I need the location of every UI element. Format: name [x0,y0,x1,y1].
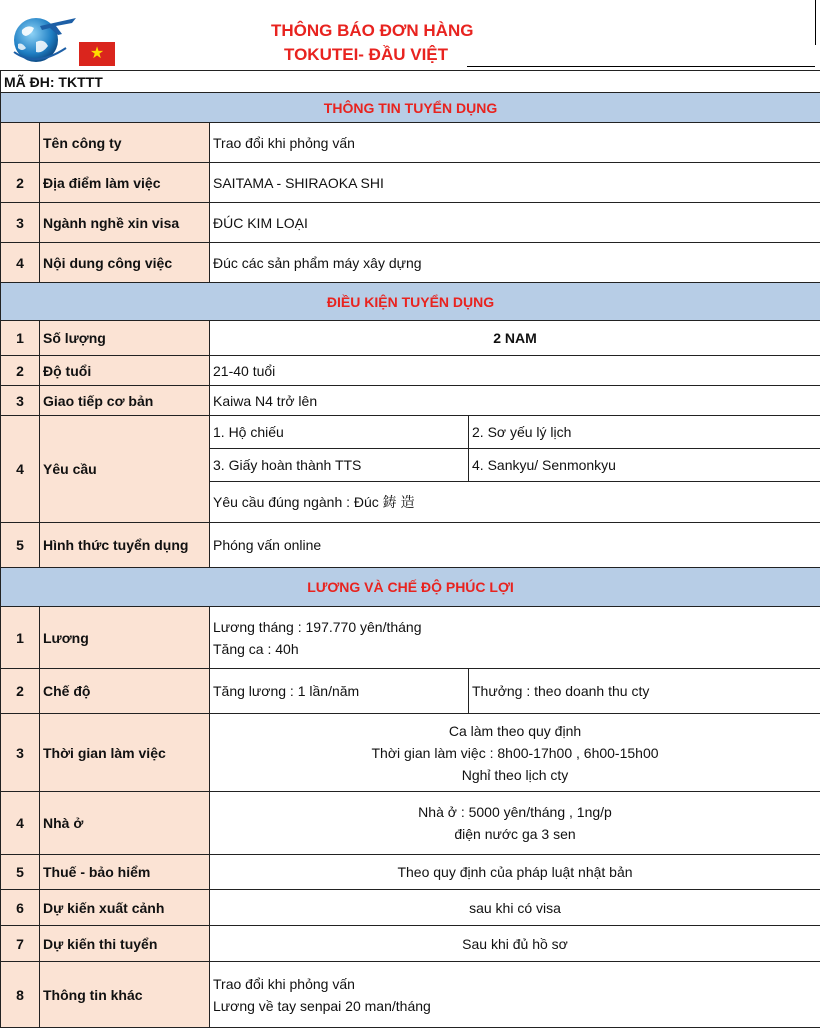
field-label: Thuế - bảo hiểm [40,855,210,890]
value-line: Tăng ca : 40h [213,638,817,660]
field-label: Yêu cầu [40,416,210,523]
requirement-item: 2. Sơ yếu lý lịch [469,416,820,449]
section-header-row [1,568,820,607]
field-label: Độ tuổi [40,356,210,386]
table-row [1,356,820,386]
table-row [1,962,820,1028]
row-number: 2 [1,356,40,386]
table-row [1,890,820,926]
section-recruitment-info: THÔNG TIN TUYỂN DỤNG [1,93,820,123]
flag-star: ★ [79,42,115,66]
field-label: Thời gian làm việc [40,714,210,792]
value-line: Thời gian làm việc : 8h00-17h00 , 6h00-15h00 [213,742,817,764]
field-label: Chế độ [40,669,210,714]
field-value: Trao đổi khi phỏng vấn [210,123,820,163]
value-line: điện nước ga 3 sen [213,823,817,845]
header-divider [467,66,815,67]
row-number: 3 [1,386,40,416]
table-row [1,321,820,356]
field-label: Hình thức tuyển dụng [40,523,210,568]
field-label: Ngành nghề xin visa [40,203,210,243]
order-code: MÃ ĐH: TKTTT [1,71,820,93]
field-label: Dự kiến thi tuyển [40,926,210,962]
document-subtitle: TOKUTEI- ĐẦU VIỆT [284,45,448,65]
table-row [1,123,820,163]
field-label: Địa điểm làm việc [40,163,210,203]
row-number: 4 [1,792,40,855]
field-label: Số lượng [40,321,210,356]
value-line: Nhà ở : 5000 yên/tháng , 1ng/p [213,801,817,823]
table-row [1,416,820,449]
row-number: 5 [1,523,40,568]
table-row [1,714,820,792]
table-row [1,926,820,962]
field-value: sau khi có visa [210,890,820,926]
table-row [1,855,820,890]
row-number: 8 [1,962,40,1028]
section-header-row [1,93,820,123]
field-value [210,792,820,855]
field-label: Lương [40,607,210,669]
field-value: Tăng lương : 1 lần/năm [210,669,469,714]
field-value: Phóng vấn online [210,523,820,568]
field-value: Sau khi đủ hồ sơ [210,926,820,962]
value-line: Lương tháng : 197.770 yên/tháng [213,616,817,638]
requirement-item: 4. Sankyu/ Senmonkyu [469,449,820,482]
requirement-item: 3. Giấy hoàn thành TTS [210,449,469,482]
table-row [1,669,820,714]
requirement-item: 1. Hộ chiếu [210,416,469,449]
order-table [0,70,820,1028]
field-label: Tên công ty [40,123,210,163]
field-label: Nhà ở [40,792,210,855]
row-number: 7 [1,926,40,962]
row-number [1,123,40,163]
row-number: 3 [1,203,40,243]
row-number: 4 [1,416,40,523]
table-row [1,607,820,669]
field-value: Kaiwa N4 trở lên [210,386,820,416]
value-line: Lương về tay senpai 20 man/tháng [213,995,817,1017]
header-right-border [815,0,816,45]
section-recruitment-conditions: ĐIỀU KIỆN TUYỂN DỤNG [1,283,820,321]
table-row [1,523,820,568]
requirement-note: Yêu cầu đúng ngành : Đúc 鋳 造 [210,482,820,523]
field-value [210,607,820,669]
row-number: 2 [1,163,40,203]
section-salary-benefits: LƯƠNG VÀ CHẾ ĐỘ PHÚC LỢI [1,568,820,607]
field-label: Giao tiếp cơ bản [40,386,210,416]
row-number: 5 [1,855,40,890]
row-number: 3 [1,714,40,792]
table-row [1,243,820,283]
table-row [1,163,820,203]
order-code-row [1,71,820,93]
value-line: Ca làm theo quy định [213,720,817,742]
field-value: 21-40 tuổi [210,356,820,386]
field-label: Thông tin khác [40,962,210,1028]
field-label: Nội dung công việc [40,243,210,283]
row-number: 2 [1,669,40,714]
vietnam-flag-icon [79,42,115,66]
section-header-row [1,283,820,321]
field-value [210,962,820,1028]
document-title: THÔNG BÁO ĐƠN HÀNG [271,21,473,41]
row-number: 1 [1,321,40,356]
table-row [1,792,820,855]
row-number: 6 [1,890,40,926]
document-header [0,0,820,70]
row-number: 4 [1,243,40,283]
table-row [1,386,820,416]
table-row [1,203,820,243]
field-value: Thưởng : theo doanh thu cty [469,669,820,714]
field-value: 2 NAM [210,321,820,356]
field-label: Dự kiến xuất cảnh [40,890,210,926]
value-line: Trao đổi khi phỏng vấn [213,973,817,995]
globe-airplane-icon [6,12,80,64]
field-value: Theo quy định của pháp luật nhật bản [210,855,820,890]
field-value: ĐÚC KIM LOẠI [210,203,820,243]
field-value [210,714,820,792]
row-number: 1 [1,607,40,669]
field-value: Đúc các sản phẩm máy xây dựng [210,243,820,283]
field-value: SAITAMA - SHIRAOKA SHI [210,163,820,203]
value-line: Nghỉ theo lịch cty [213,764,817,786]
